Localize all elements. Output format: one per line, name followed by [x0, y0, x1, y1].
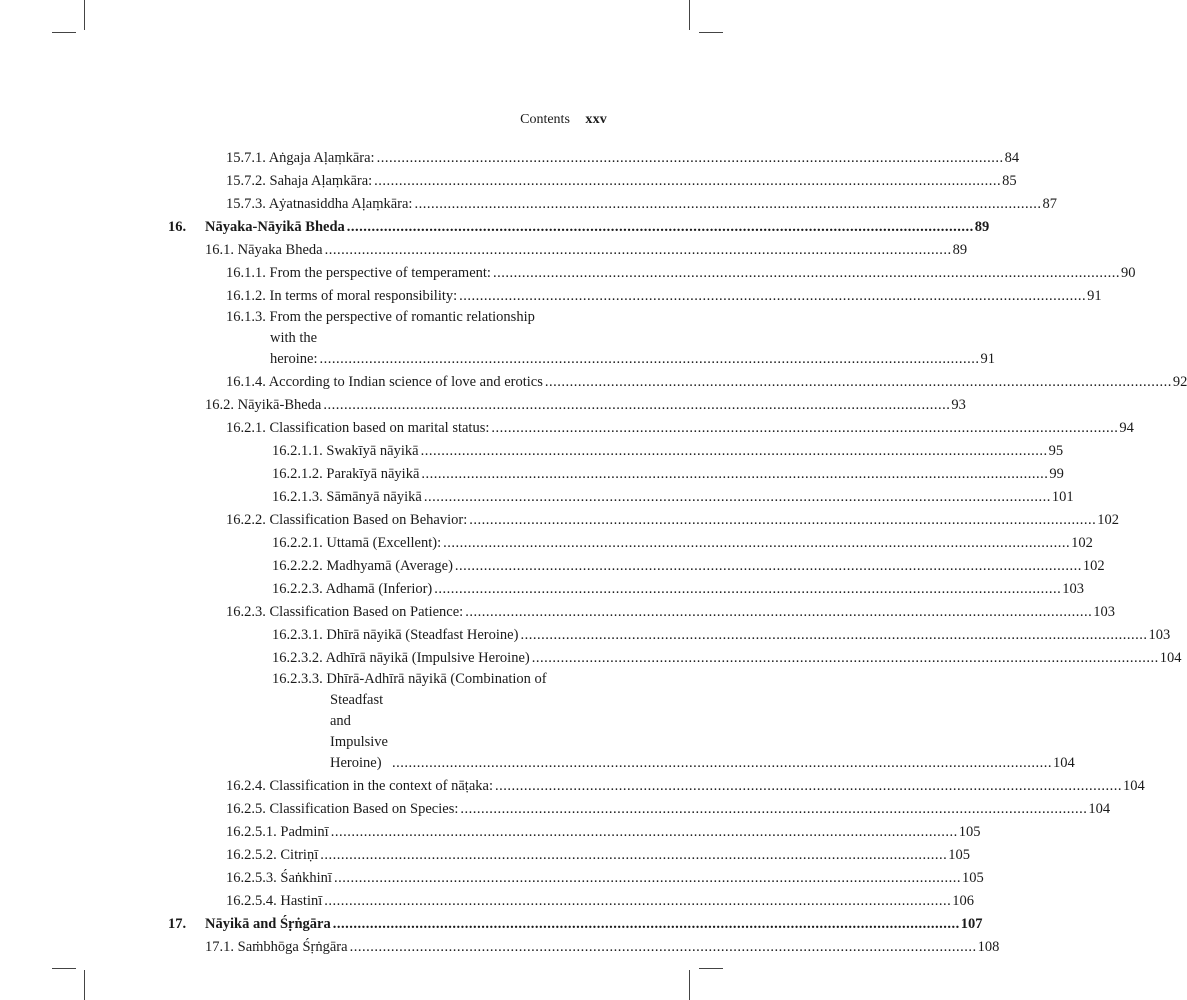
toc-entry-title: Nāyaka-Nāyikā Bheda	[205, 219, 345, 235]
crop-mark	[699, 32, 723, 33]
toc-entry	[168, 866, 984, 889]
leader-dots	[455, 556, 1082, 577]
toc-entry-page: 104	[1053, 755, 1075, 771]
toc-entry-title: 16.2.3.2. Adhīrā nāyikā (Impulsive Heroine)	[272, 650, 530, 666]
toc-chapter-number: 16.	[168, 219, 187, 235]
toc-entry-title: 16.2.5. Classification Based on Species:	[226, 801, 459, 817]
toc-entry-page: 101	[1051, 489, 1074, 505]
crop-mark	[699, 968, 723, 969]
toc-chapter-number: 17.	[168, 916, 187, 932]
toc-entry-continuation: with the heroine:	[270, 330, 318, 367]
toc-entry-title: 16.2.2.1. Uttamā (Excellent):	[272, 535, 442, 551]
toc-entry-title: 16.2.3. Classification Based on Patience:	[226, 604, 464, 620]
toc-entry-title: 16.2.1.1. Swakīyā nāyikā	[272, 443, 419, 459]
crop-mark	[52, 968, 76, 969]
leader-dots	[493, 263, 1120, 284]
toc-entry-page: 94	[1119, 420, 1134, 436]
leader-dots	[414, 194, 1041, 215]
toc-entry	[168, 462, 1064, 485]
toc-entry	[168, 669, 1075, 774]
toc-entry	[168, 623, 1171, 646]
leader-dots	[520, 625, 1147, 646]
toc-entry	[168, 820, 981, 843]
leader-dots	[323, 395, 950, 416]
toc-entry-title: 16.2.4. Classification in the context of nāṭaka:	[226, 778, 493, 794]
toc-entry-title: 16.1.3. From the perspective of romantic relationship	[226, 309, 535, 325]
leader-dots	[460, 799, 1087, 820]
leader-dots	[377, 148, 1004, 169]
toc-entry-page: 87	[1042, 196, 1057, 212]
toc-entry-page: 108	[977, 939, 1000, 955]
leader-dots	[350, 937, 977, 958]
toc-entry	[168, 439, 1064, 462]
toc-entry-page: 91	[980, 351, 996, 367]
toc-entry	[168, 889, 975, 912]
leader-dots	[320, 845, 947, 866]
crop-mark	[689, 0, 690, 30]
toc-entry-title: 16.1.2. In terms of moral responsibility:	[226, 288, 458, 304]
toc-entry-page: 89	[974, 219, 990, 235]
toc-entry-page: 99	[1049, 466, 1064, 482]
toc-entry-title: 16.2.3.1. Dhīrā nāyikā (Steadfast Heroine)	[272, 627, 519, 643]
toc-entry	[168, 416, 1134, 439]
toc-entry-title: 15.7.2. Sahaja Aḷaṃkāra:	[226, 173, 373, 189]
toc-entry-page: 91	[1087, 288, 1102, 304]
toc-entry	[168, 774, 1145, 797]
crop-mark	[84, 0, 85, 30]
toc-entry	[168, 146, 1020, 169]
toc-entry-page: 105	[961, 870, 984, 886]
toc-entry-page: 85	[1002, 173, 1017, 189]
toc-chapter-entry	[168, 215, 990, 238]
toc-entry-title: 15.7.3. Aẏatnasiddha Aḷaṃkāra:	[226, 196, 413, 212]
toc-entry	[168, 261, 1136, 284]
leader-dots	[443, 533, 1070, 554]
toc-entry	[168, 531, 1093, 554]
leader-dots	[421, 441, 1048, 462]
toc-entry	[168, 485, 1074, 508]
toc-entry-title: 16.2.3.3. Dhīrā-Adhīrā nāyikā (Combination of	[272, 671, 547, 687]
leader-dots	[434, 579, 1061, 600]
leader-dots	[465, 602, 1092, 623]
leader-dots	[424, 487, 1051, 508]
toc-entry-title: 15.7.1. Aṅgaja Aḷaṃkāra:	[226, 150, 375, 166]
toc-entry-title: 16.2.2.3. Adhamā (Inferior)	[272, 581, 433, 597]
toc-entry-title: 16.2.5.4. Hastinī	[226, 893, 323, 909]
toc-entry-title: 16.2.2.2. Madhyamā (Average)	[272, 558, 453, 574]
toc-entry-page: 106	[952, 893, 975, 909]
toc-entry-page: 103	[1062, 581, 1085, 597]
header-page-number: xxv	[585, 112, 607, 127]
toc-entry	[168, 169, 1017, 192]
toc-entry	[168, 935, 1000, 958]
toc-entry	[168, 307, 996, 370]
toc-entry-title: 16.2.5.1. Padminī	[226, 824, 329, 840]
toc-entry	[168, 370, 1187, 393]
toc-entry-page: 89	[952, 242, 968, 258]
toc-entry-page: 104	[1159, 650, 1182, 666]
leader-dots	[545, 372, 1172, 393]
leader-dots	[374, 171, 1001, 192]
toc-entry-title: 16.2.1.3. Sāmānyā nāyikā	[272, 489, 422, 505]
toc-entry	[168, 284, 1102, 307]
toc-entry-title: 16.2.2. Classification Based on Behavior:	[226, 512, 468, 528]
leader-dots	[491, 418, 1118, 439]
crop-mark	[52, 32, 76, 33]
toc-entry-title: 16.2. Nāyikā-Bheda	[205, 397, 322, 413]
toc-entry-page: 102	[1097, 512, 1119, 528]
toc-entry	[168, 797, 1111, 820]
toc-entry-page: 104	[1122, 778, 1145, 794]
toc-entry-page: 103	[1093, 604, 1115, 620]
toc-entry	[168, 393, 966, 416]
leader-dots	[334, 868, 961, 889]
leader-dots	[532, 648, 1159, 669]
toc-entry-page: 90	[1120, 265, 1136, 281]
crop-mark	[84, 970, 85, 1000]
leader-dots: ................................................................................................................................................................	[392, 755, 1052, 771]
running-header	[520, 112, 607, 128]
toc-entry-title: 16.2.5.2. Citriṇī	[226, 847, 319, 863]
toc-entry	[168, 238, 968, 261]
toc-entry	[168, 192, 1057, 215]
leader-dots	[495, 776, 1122, 797]
toc-entry-page: 107	[960, 916, 983, 932]
toc-entry-page: 103	[1148, 627, 1171, 643]
toc-entry	[168, 554, 1105, 577]
toc-chapter-entry	[168, 912, 983, 935]
table-of-contents	[168, 146, 1187, 958]
toc-entry	[168, 577, 1085, 600]
toc-entry-page: 102	[1071, 535, 1093, 551]
toc-entry-title: 16.1.4. According to Indian science of love and erotics	[226, 374, 543, 390]
toc-entry	[168, 508, 1119, 531]
toc-entry-page: 105	[958, 824, 981, 840]
toc-entry-title: 16.2.1. Classification based on marital status:	[226, 420, 490, 436]
toc-entry-continuation: Steadfast and Impulsive Heroine)	[330, 692, 388, 771]
leader-dots	[324, 891, 951, 912]
toc-entry-title: 17.1. Saṁbhōga Śṛṅgāra	[205, 939, 348, 955]
leader-dots	[333, 914, 960, 935]
header-title: Contents	[520, 112, 570, 127]
toc-entry-title: 16.1.1. From the perspective of temperament:	[226, 265, 491, 281]
leader-dots	[331, 822, 958, 843]
toc-entry-page: 105	[948, 847, 970, 863]
toc-entry-page: 104	[1088, 801, 1111, 817]
toc-entry	[168, 600, 1115, 623]
leader-dots: ................................................................................................................................................................	[319, 351, 980, 367]
toc-entry-title: 16.2.5.3. Śaṅkhinī	[226, 870, 332, 886]
leader-dots	[421, 464, 1048, 485]
crop-mark	[689, 970, 690, 1000]
leader-dots	[469, 510, 1096, 531]
leader-dots	[347, 217, 974, 238]
toc-entry-page: 95	[1048, 443, 1064, 459]
toc-entry	[168, 843, 970, 866]
toc-entry-title: 16.2.1.2. Parakīyā nāyikā	[272, 466, 420, 482]
leader-dots	[459, 286, 1086, 307]
toc-entry	[168, 646, 1182, 669]
toc-entry-page: 102	[1082, 558, 1105, 574]
toc-entry-page: 92	[1172, 374, 1187, 390]
toc-entry-title: Nāyikā and Śṛṅgāra	[205, 916, 331, 932]
toc-entry-title: 16.1. Nāyaka Bheda	[205, 242, 323, 258]
toc-entry-page: 84	[1004, 150, 1020, 166]
toc-entry-page: 93	[951, 397, 966, 413]
leader-dots	[325, 240, 952, 261]
